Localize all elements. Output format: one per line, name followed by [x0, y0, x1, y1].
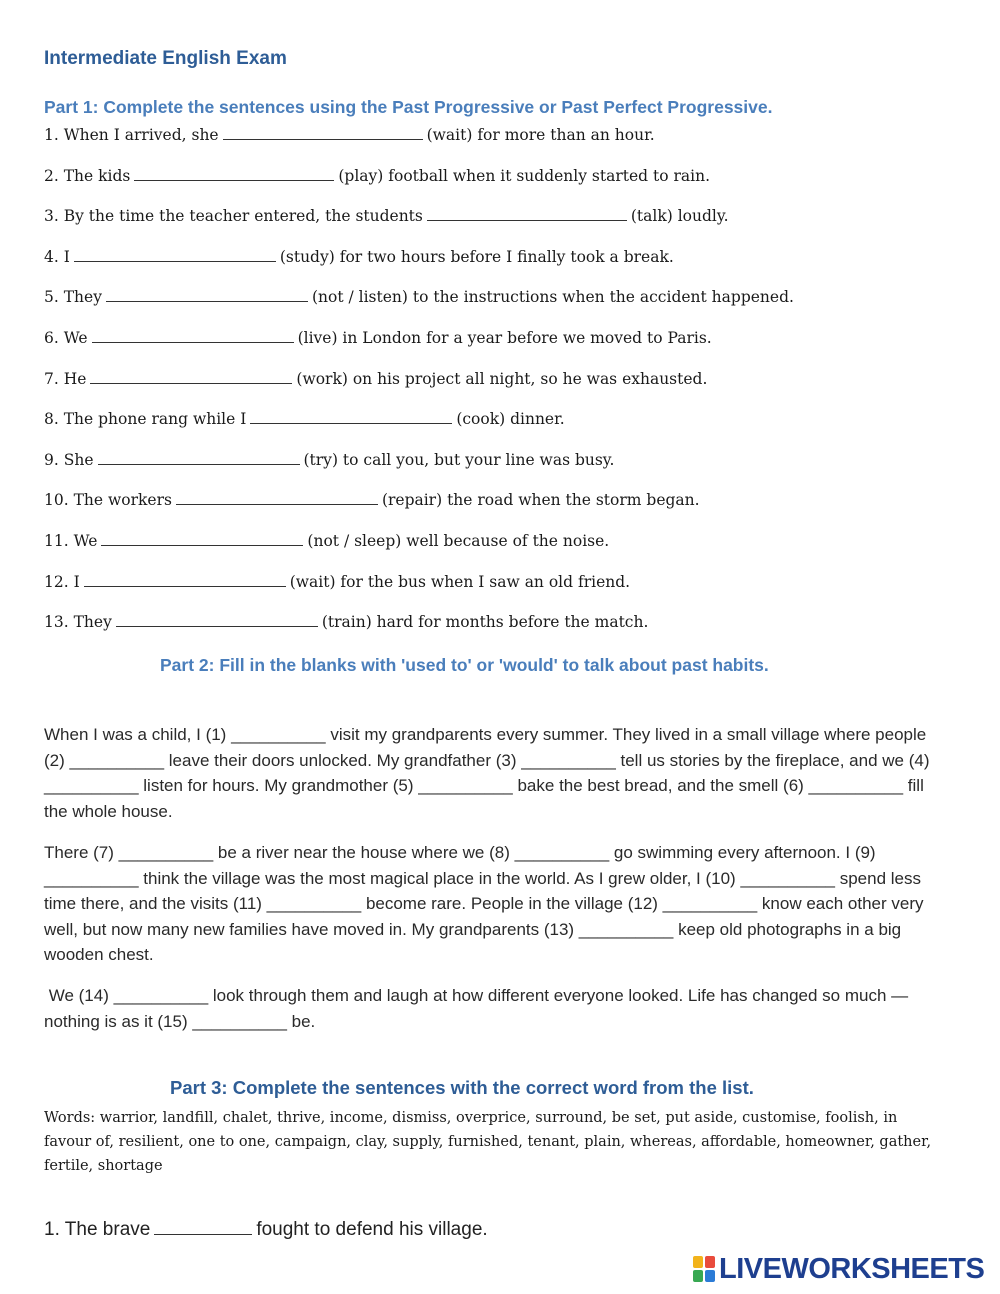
answer-blank[interactable]	[84, 572, 286, 587]
part1-heading: Part 1: Complete the sentences using the Past Progressive or Past Perfect Progressive.	[44, 97, 773, 117]
answer-blank[interactable]	[101, 531, 303, 546]
part2-paragraph-1: When I was a child, I (1) __________ visit my grandparents every summer. They lived in a small village where people (2) __________ leave their doors unlocked. My grandfather (3) __________ tell us stories by the fireplace, and we (4) __________ listen for hours. My grandmother (5) __________ bake the best bread, and the smell (6) __________ fill the whole house.	[44, 725, 930, 821]
question-item: 11. We (not / sleep) well because of the noise.	[44, 531, 610, 550]
answer-blank[interactable]	[98, 450, 300, 465]
word-list: Words: warrior, landfill, chalet, thrive, income, dismiss, overprice, surround, be set, put aside, customise, foolish, in favour of, resilient, one to one, campaign, clay, supply, furnished, tenant, plain, whereas, affordable, homeowner, gather, fertile, shortage	[44, 1110, 932, 1174]
question-item: 4. I (study) for two hours before I finally took a break.	[44, 247, 674, 266]
answer-blank[interactable]	[134, 166, 334, 181]
logo-squares-icon	[693, 1256, 715, 1282]
question-item: 8. The phone rang while I (cook) dinner.	[44, 410, 565, 429]
answer-blank[interactable]	[223, 125, 423, 140]
answer-blank[interactable]	[74, 247, 276, 262]
part2-heading: Part 2: Fill in the blanks with 'used to' or 'would' to talk about past habits.	[160, 655, 769, 675]
answer-blank[interactable]	[92, 328, 294, 343]
question-item: 13. They (train) hard for months before the match.	[44, 613, 649, 632]
exam-title: Intermediate English Exam	[44, 48, 287, 69]
answer-blank[interactable]	[90, 369, 292, 384]
part1-question-list	[44, 124, 944, 652]
question-item: 5. They (not / listen) to the instructions when the accident happened.	[44, 288, 794, 307]
question-item: 2. The kids (play) football when it suddenly started to rain.	[44, 166, 711, 185]
part2-paragraph-2: There (7) __________ be a river near the house where we (8) __________ go swimming every afternoon. I (9) __________ think the village was the most magical place in the world. As I grew older, I (10) __________ spend less time there, and the visits (11) __________ become rare. People in the village (12) __________ know each other very well, but now many new families have moved in. My grandparents (13) __________ keep old photographs in a big wooden chest.	[44, 843, 924, 964]
liveworksheets-logo	[693, 1254, 984, 1284]
question-item: 9. She (try) to call you, but your line was busy.	[44, 450, 615, 469]
logo-text: LIVEWORKSHEETS	[719, 1252, 985, 1285]
answer-blank[interactable]	[427, 206, 627, 221]
answer-blank[interactable]	[176, 490, 378, 505]
part3-heading: Part 3: Complete the sentences with the correct word from the list.	[170, 1077, 754, 1098]
question-item: 10. The workers (repair) the road when the storm began.	[44, 491, 700, 510]
question-item: 7. He (work) on his project all night, so he was exhausted.	[44, 369, 708, 388]
part2-paragraph-3: We (14) __________ look through them and laugh at how different everyone looked. Life has changed so much — nothing is as it (15) __________ be.	[44, 986, 913, 1031]
answer-blank[interactable]	[250, 409, 452, 424]
question-item: 6. We (live) in London for a year before we moved to Paris.	[44, 328, 712, 347]
answer-blank[interactable]	[106, 287, 308, 302]
question-item: 1. When I arrived, she (wait) for more than an hour.	[44, 126, 655, 144]
answer-blank[interactable]	[116, 612, 318, 627]
answer-blank[interactable]	[154, 1218, 252, 1235]
question-item: 3. By the time the teacher entered, the students (talk) loudly.	[44, 207, 729, 226]
question-item: 12. I (wait) for the bus when I saw an old friend.	[44, 572, 631, 591]
part3-question-1: 1. The brave fought to defend his village.	[44, 1219, 488, 1240]
